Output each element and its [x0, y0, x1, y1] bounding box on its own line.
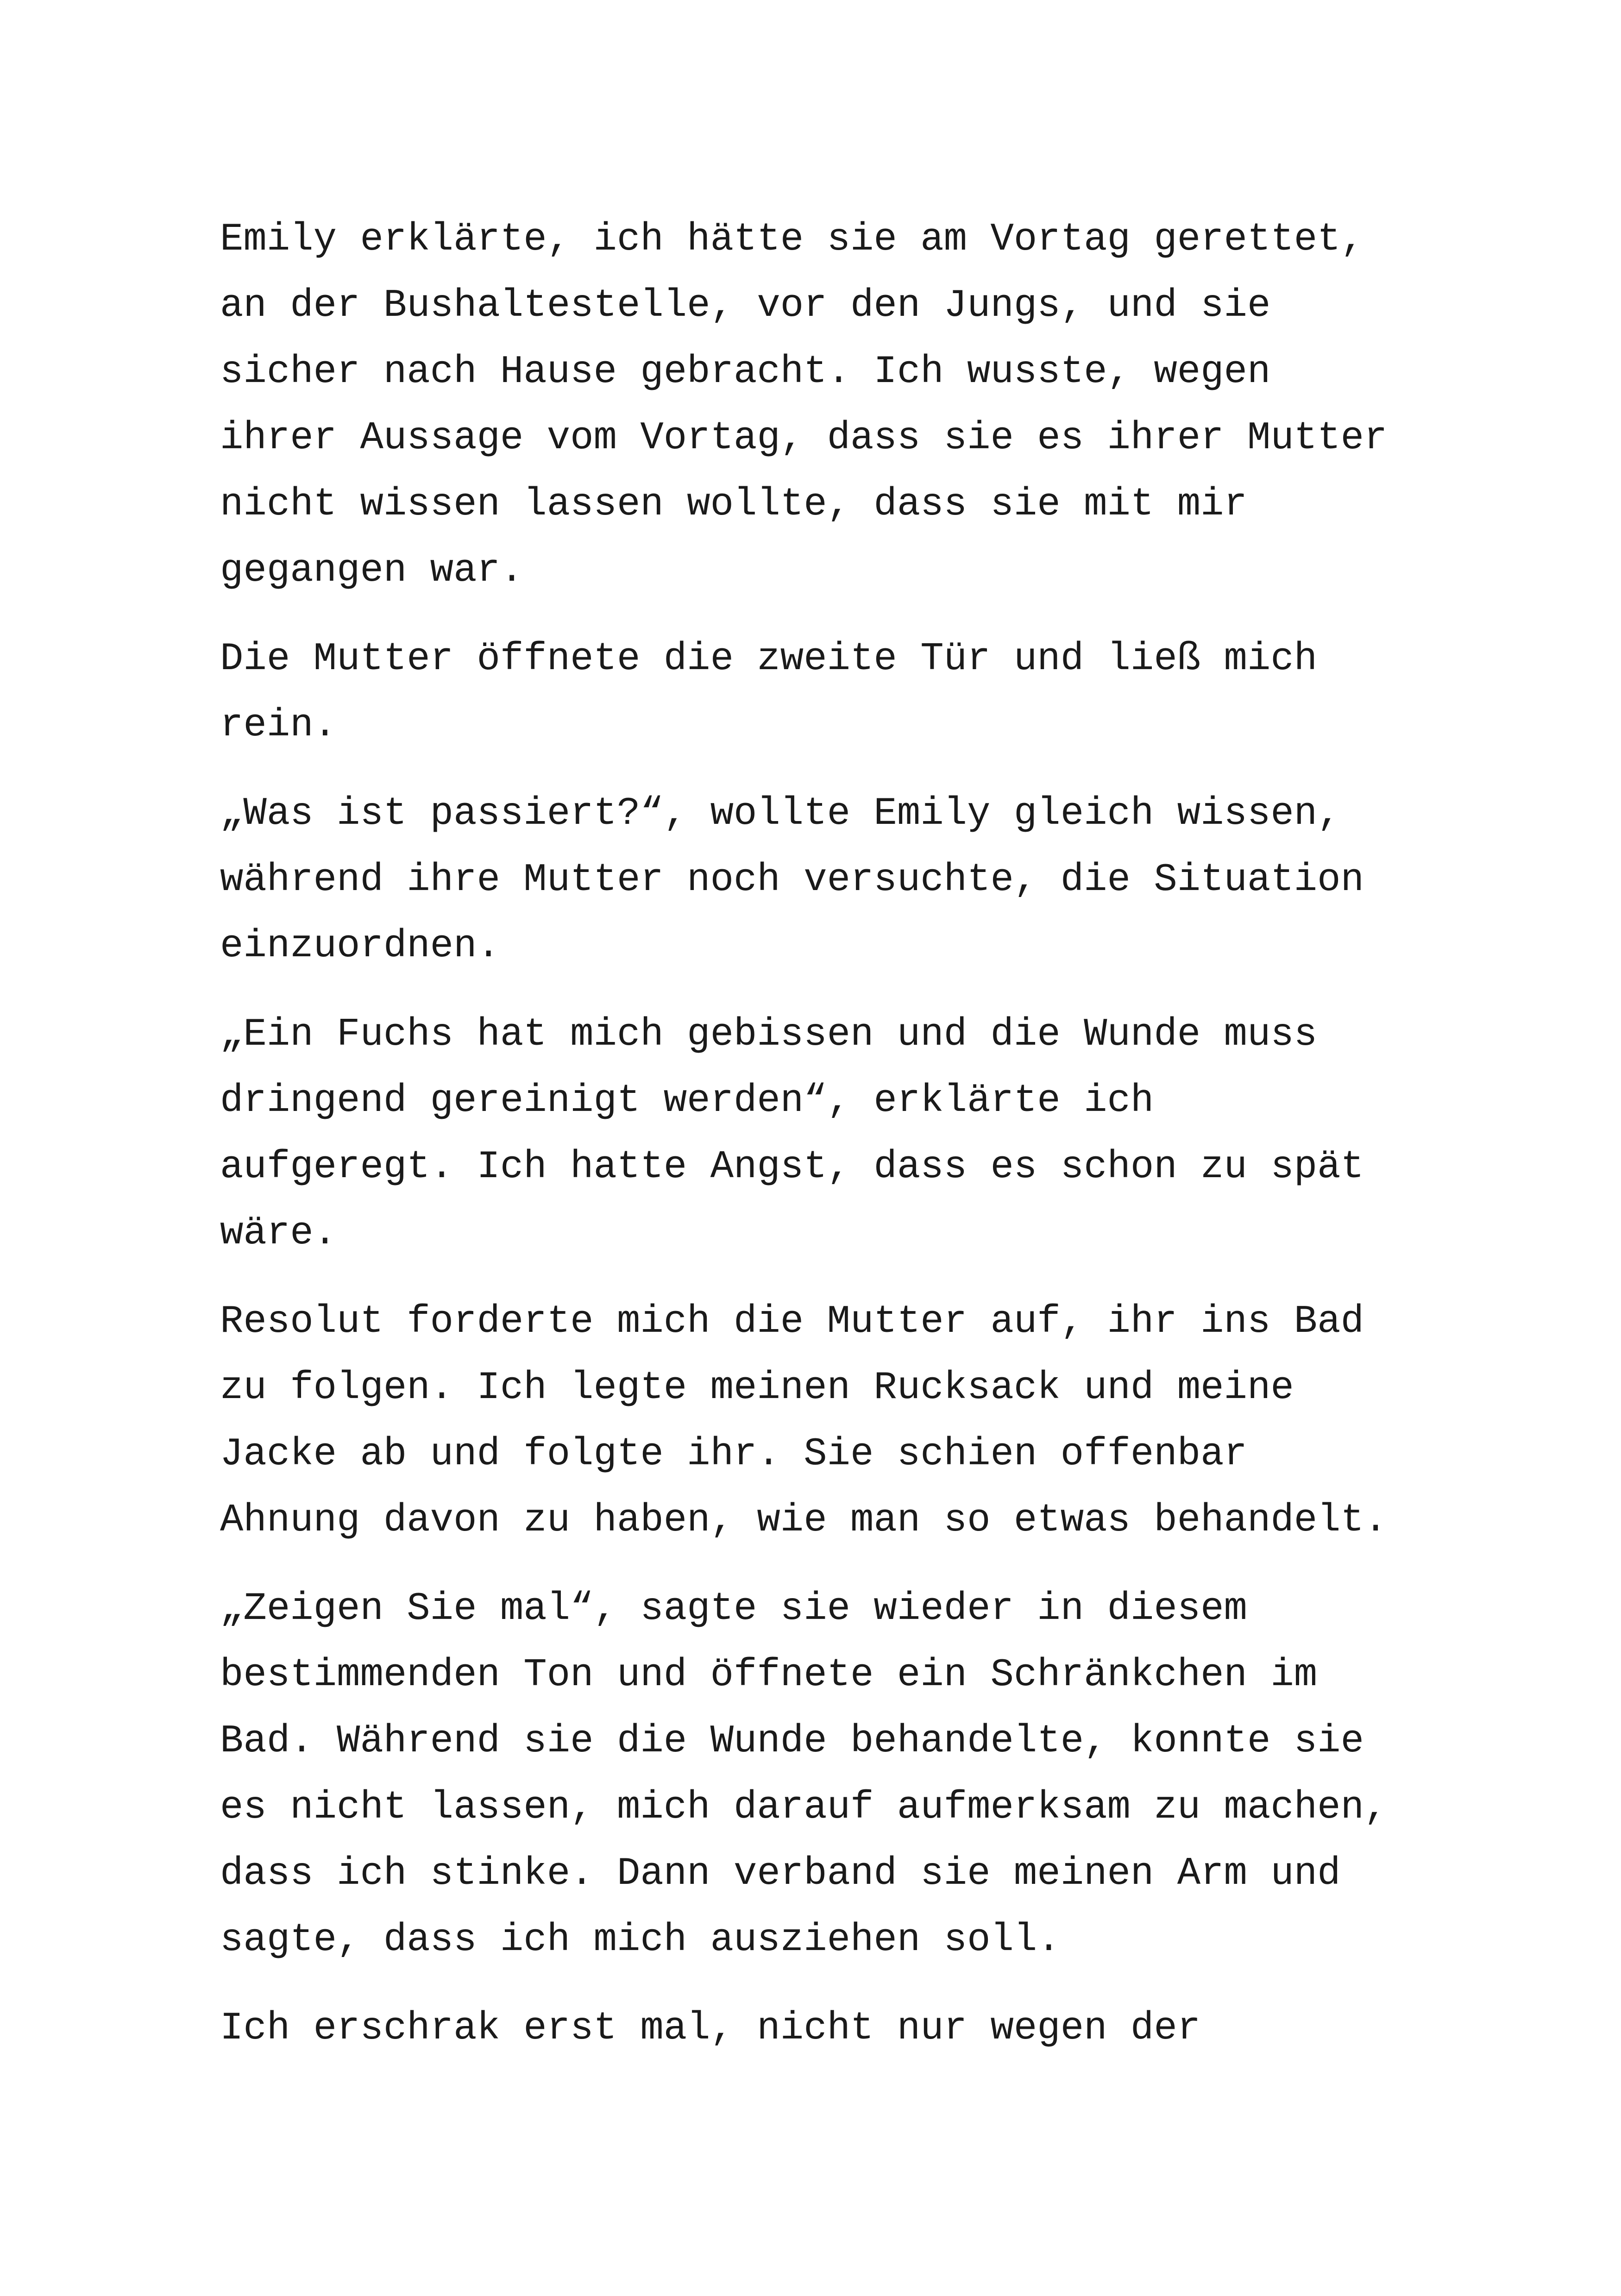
text-line: an der Bushaltestelle, vor den Jungs, und sie [220, 284, 1271, 328]
text-line: sagte, dass ich mich ausziehen soll. [220, 1918, 1061, 1962]
paragraph-5 [220, 1289, 1443, 1554]
text-line: Resolut forderte mich die Mutter auf, ihr ins Bad [220, 1300, 1364, 1344]
text-line: gegangen war. [220, 549, 524, 593]
text-line: während ihre Mutter noch versuchte, die Situation [220, 858, 1364, 902]
text-line: „Zeigen Sie mal“, sagte sie wieder in diesem [220, 1587, 1247, 1631]
text-line: dass ich stinke. Dann verband sie meinen Arm und [220, 1852, 1341, 1896]
text-line: nicht wissen lassen wollte, dass sie mit mir [220, 483, 1247, 527]
paragraph-2 [220, 626, 1443, 759]
text-line: rein. [220, 703, 337, 747]
text-line: zu folgen. Ich legte meinen Rucksack und meine [220, 1366, 1294, 1410]
paragraph-3 [220, 781, 1443, 979]
text-line: Ahnung davon zu haben, wie man so etwas behandelt. [220, 1499, 1388, 1543]
text-line: Die Mutter öffnete die zweite Tür und ließ mich [220, 637, 1318, 681]
paragraph-1 [220, 207, 1443, 604]
text-line: Emily erklärte, ich hätte sie am Vortag gerettet, [220, 218, 1364, 262]
text-line: Bad. Während sie die Wunde behandelte, konnte sie [220, 1719, 1364, 1763]
text-line: bestimmenden Ton und öffnete ein Schränkchen im [220, 1653, 1318, 1697]
text-line: aufgeregt. Ich hatte Angst, dass es schon zu spät [220, 1145, 1364, 1189]
text-line: sicher nach Hause gebracht. Ich wusste, wegen [220, 350, 1271, 394]
text-line: Ich erschrak erst mal, nicht nur wegen der [220, 2007, 1201, 2051]
paragraph-6 [220, 1576, 1443, 1973]
text-line: ihrer Aussage vom Vortag, dass sie es ihrer Mutter [220, 416, 1388, 460]
text-line: einzuordnen. [220, 924, 500, 968]
text-line: Jacke ab und folgte ihr. Sie schien offenbar [220, 1432, 1247, 1476]
text-line: „Ein Fuchs hat mich gebissen und die Wunde muss [220, 1013, 1318, 1057]
text-line: „Was ist passiert?“, wollte Emily gleich wissen, [220, 792, 1341, 836]
text-line: wäre. [220, 1211, 337, 1255]
paragraph-7 [220, 1995, 1443, 2062]
document-body [220, 207, 1443, 2084]
text-line: dringend gereinigt werden“, erklärte ich [220, 1079, 1154, 1123]
paragraph-4 [220, 1002, 1443, 1267]
text-line: es nicht lassen, mich darauf aufmerksam zu machen, [220, 1786, 1388, 1830]
